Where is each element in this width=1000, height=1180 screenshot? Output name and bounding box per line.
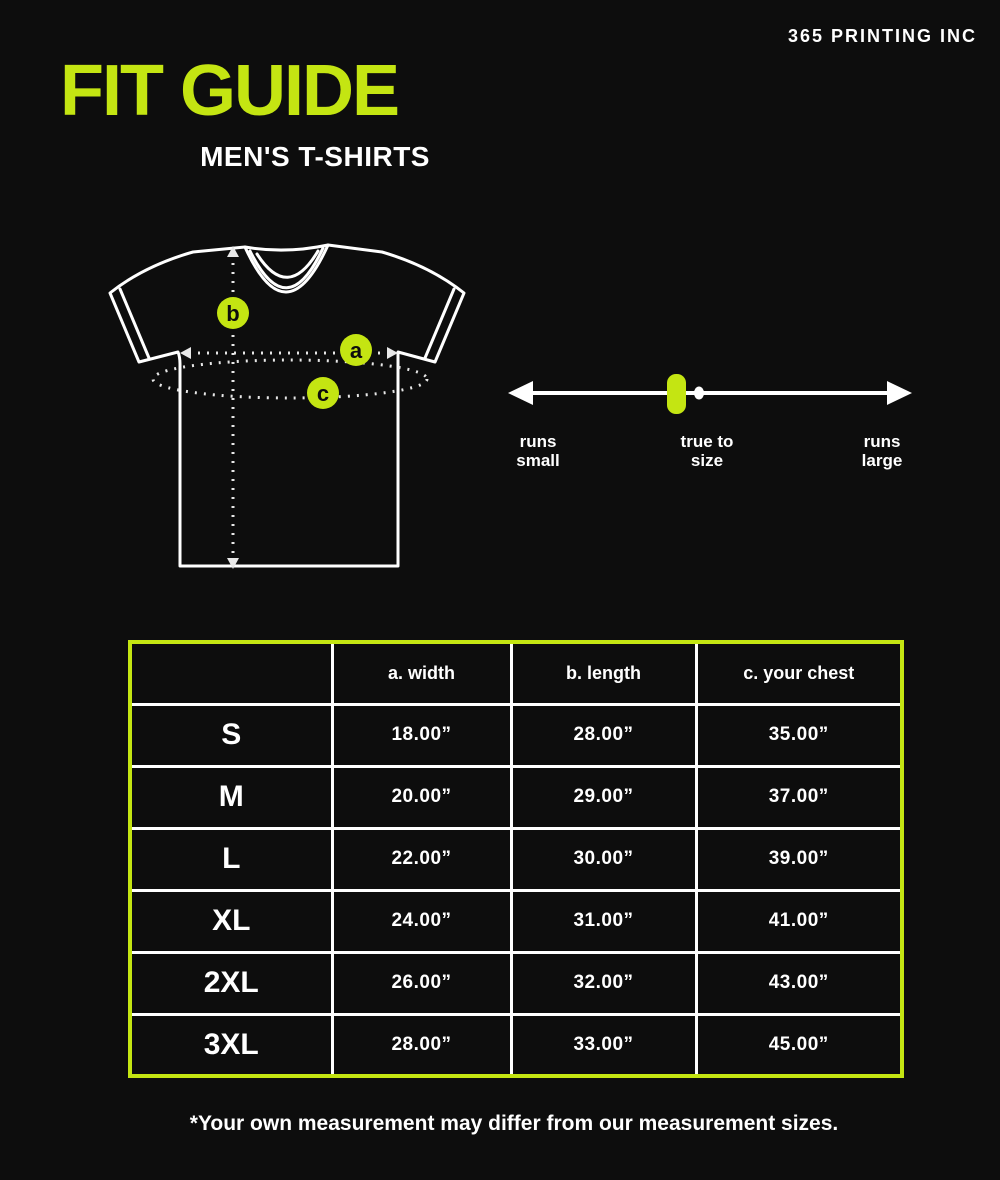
header-length: b. length [511,642,696,704]
chest-cell: 45.00” [696,1014,902,1076]
scale-label-line: true to [680,432,734,451]
chest-cell: 39.00” [696,828,902,890]
size-cell: XL [130,890,332,952]
fit-scale [500,355,920,425]
table-header-row [130,642,902,704]
size-cell: 2XL [130,952,332,1014]
size-cell: 3XL [130,1014,332,1076]
size-cell: S [130,704,332,766]
scale-label-line: small [516,451,560,471]
chest-cell: 37.00” [696,766,902,828]
size-cell: L [130,828,332,890]
scale-label-line: size [690,451,724,471]
width-cell: 18.00” [332,704,511,766]
scale-label-runs-small [498,432,578,470]
table-row [130,828,902,890]
marker-a-label: a [349,338,363,363]
marker-c-label: c [316,381,330,406]
table-row [130,890,902,952]
chest-measure-ellipse [153,360,427,398]
collar-middle-curve [250,248,323,288]
length-cell: 28.00” [511,704,696,766]
chest-cell: 43.00” [696,952,902,1014]
measurement-disclaimer: *Your own measurement may differ from our measurement sizes. [189,1112,839,1135]
page-subtitle: MEN'S T-SHIRTS [200,141,430,172]
width-arrow-right-icon [387,347,398,359]
length-cell: 30.00” [511,828,696,890]
header-width: a. width [332,642,511,704]
tshirt-diagram [100,238,480,583]
scale-label-line: runs [519,432,557,451]
header-chest: c. your chest [696,642,902,704]
page-title: FIT GUIDE [60,51,398,131]
width-cell: 24.00” [332,890,511,952]
collar-outer-curve [245,245,328,292]
marker-b-label: b [226,301,240,326]
width-cell: 26.00” [332,952,511,1014]
length-cell: 29.00” [511,766,696,828]
length-cell: 32.00” [511,952,696,1014]
width-cell: 28.00” [332,1014,511,1076]
width-cell: 22.00” [332,828,511,890]
table-row [130,766,902,828]
fit-scale-arrow-left-icon [508,381,533,405]
scale-label-line: large [861,451,903,471]
width-cell: 20.00” [332,766,511,828]
scale-label-true-to-size [655,432,759,470]
brand-name: 365 PRINTING INC [787,26,977,46]
fit-indicator-pill [667,374,686,414]
size-cell: M [130,766,332,828]
header-size [130,642,332,704]
size-table [128,640,904,1078]
table-row [130,952,902,1014]
table-row [130,704,902,766]
fit-scale-arrow-right-icon [887,381,912,405]
length-cell: 31.00” [511,890,696,952]
chest-cell: 35.00” [696,704,902,766]
length-cell: 33.00” [511,1014,696,1076]
fit-indicator-dot-icon [694,387,704,400]
chest-cell: 41.00” [696,890,902,952]
width-arrow-left-icon [180,347,191,359]
scale-label-line: runs [863,432,901,451]
scale-label-runs-large [842,432,922,470]
table-row [130,1014,902,1076]
